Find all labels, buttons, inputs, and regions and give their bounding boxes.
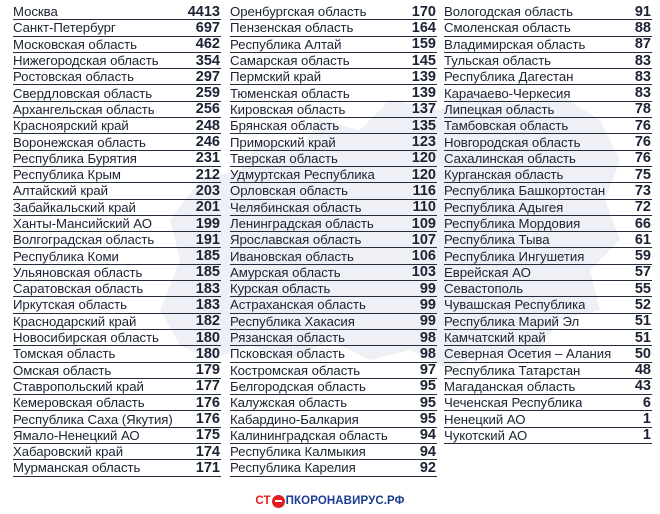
region-count: 95: [419, 378, 436, 395]
region-row: [230, 265, 437, 281]
region-count: 297: [195, 68, 220, 85]
region-count: 109: [411, 215, 436, 232]
region-row: [230, 444, 437, 460]
region-name: Астраханская область: [230, 297, 366, 313]
region-row: [230, 53, 437, 69]
region-row: [13, 314, 221, 330]
region-row: [444, 379, 652, 395]
region-name: Ростовская область: [13, 69, 134, 85]
region-name: Ненецкий АО: [444, 411, 526, 427]
region-name: Краснодарский край: [13, 313, 137, 329]
region-row: [444, 118, 652, 134]
region-row: [13, 200, 221, 216]
region-count: 116: [412, 182, 436, 199]
region-row: [230, 232, 437, 248]
region-count: 51: [634, 313, 651, 330]
region-count: 164: [411, 19, 436, 36]
column-2: [230, 4, 437, 477]
region-row: [13, 216, 221, 232]
region-count: 6: [642, 394, 651, 411]
region-row: [13, 248, 221, 264]
region-row: [230, 37, 437, 53]
region-count: 246: [195, 134, 220, 151]
column-3: [444, 4, 652, 444]
region-count: 55: [634, 280, 651, 297]
region-name: Тюменская область: [230, 85, 350, 101]
region-row: [444, 281, 652, 297]
region-row: [230, 314, 437, 330]
region-count: 248: [195, 117, 220, 134]
region-count: 92: [419, 459, 436, 476]
region-count: 83: [634, 85, 651, 102]
region-row: [230, 379, 437, 395]
region-name: Республика Адыгея: [444, 199, 564, 215]
region-name: Приморский край: [230, 134, 336, 150]
region-name: Ярославская область: [230, 232, 362, 248]
region-count: 48: [634, 362, 651, 379]
region-row: [13, 85, 221, 101]
region-name: Санкт-Петербург: [13, 20, 116, 36]
region-count: 120: [411, 166, 436, 183]
region-name: Брянская область: [230, 118, 340, 134]
region-name: Республика Коми: [13, 248, 119, 264]
region-name: Республика Татарстан: [444, 362, 581, 378]
region-name: Тульская область: [444, 53, 552, 69]
region-name: Забайкальский край: [13, 199, 136, 215]
region-count: 91: [634, 3, 651, 20]
region-name: Липецкая область: [444, 101, 555, 117]
region-count: 76: [634, 134, 651, 151]
region-count: 50: [634, 345, 651, 362]
region-name: Новосибирская область: [13, 330, 159, 346]
region-row: [230, 4, 437, 20]
region-name: Ханты-Мансийский АО: [13, 216, 152, 231]
region-name: Москва: [13, 4, 58, 20]
region-count: 697: [195, 19, 220, 36]
region-count: 88: [634, 19, 651, 36]
region-row: [444, 363, 652, 379]
region-count: 145: [411, 52, 436, 69]
region-count: 107: [411, 231, 436, 248]
region-row: [230, 248, 437, 264]
region-name: Удмуртская Республика: [230, 167, 375, 183]
region-row: [444, 265, 652, 281]
region-count: 106: [411, 248, 436, 265]
region-name: Республика Мордовия: [444, 216, 581, 231]
region-row: [13, 118, 221, 134]
region-name: Ямало-Ненецкий АО: [13, 427, 140, 443]
region-count: 76: [634, 150, 651, 167]
region-count: 256: [195, 101, 220, 118]
region-row: [444, 232, 652, 248]
region-name: Свердловская область: [13, 85, 153, 101]
region-row: [230, 118, 437, 134]
region-name: Рязанская область: [230, 330, 345, 346]
region-count: 180: [195, 329, 220, 346]
region-count: 61: [634, 231, 651, 248]
region-count: 66: [634, 215, 651, 232]
region-name: Республика Алтай: [230, 36, 342, 52]
region-count: 176: [195, 411, 220, 428]
region-count: 4413: [187, 3, 220, 20]
region-name: Пермский край: [230, 69, 322, 85]
region-row: [444, 151, 652, 167]
region-count: 212: [195, 166, 220, 183]
stop-sign-icon: [272, 495, 285, 508]
region-row: [444, 69, 652, 85]
region-name: Чеченская Республика: [444, 395, 583, 411]
region-name: Республика Саха (Якутия): [13, 411, 173, 427]
region-row: [230, 69, 437, 85]
region-row: [13, 411, 221, 427]
region-count: 185: [195, 264, 220, 281]
region-row: [444, 20, 652, 36]
region-row: [444, 297, 652, 313]
region-row: [444, 200, 652, 216]
region-row: [230, 428, 437, 444]
region-name: Республика Тыва: [444, 232, 550, 248]
region-count: 231: [195, 150, 220, 167]
region-row: [230, 167, 437, 183]
region-count: 183: [195, 280, 220, 297]
region-name: Амурская область: [230, 264, 341, 280]
region-count: 98: [419, 345, 436, 362]
region-row: [230, 102, 437, 118]
region-row: [230, 411, 437, 427]
region-row: [230, 151, 437, 167]
region-name: Ставропольский край: [13, 378, 144, 394]
region-row: [444, 183, 652, 199]
region-count: 199: [195, 215, 220, 232]
region-count: 59: [634, 248, 651, 265]
region-count: 83: [634, 52, 651, 69]
logo-text-part1: СТ: [255, 495, 271, 507]
region-row: [230, 297, 437, 313]
region-row: [444, 248, 652, 264]
region-row: [13, 363, 221, 379]
region-row: [13, 460, 221, 476]
region-name: Омская область: [13, 362, 112, 378]
region-name: Воронежская область: [13, 134, 146, 150]
region-name: Хабаровский край: [13, 444, 124, 460]
region-count: 43: [634, 378, 651, 395]
region-row: [13, 346, 221, 362]
region-name: Архангельская область: [13, 101, 155, 117]
region-count: 94: [419, 443, 436, 460]
region-name: Курская область: [230, 281, 331, 297]
region-count: 97: [419, 362, 436, 379]
region-row: [13, 151, 221, 167]
region-row: [444, 395, 652, 411]
region-count: 176: [195, 394, 220, 411]
region-name: Северная Осетия – Алания: [444, 346, 612, 362]
region-name: Владимирская область: [444, 36, 586, 52]
region-count: 191: [195, 231, 220, 248]
region-count: 180: [195, 345, 220, 362]
region-count: 73: [634, 182, 651, 199]
region-name: Еврейская АО: [444, 264, 531, 280]
region-row: [230, 395, 437, 411]
region-name: Московская область: [13, 36, 137, 52]
region-name: Ульяновская область: [13, 264, 143, 280]
region-row: [444, 4, 652, 20]
region-count: 99: [419, 280, 436, 297]
region-name: Магаданская область: [444, 378, 576, 394]
region-count: 139: [411, 68, 436, 85]
region-name: Нижегородская область: [13, 53, 159, 69]
region-count: 139: [411, 85, 436, 102]
region-count: 52: [634, 297, 651, 313]
region-count: 354: [195, 52, 220, 69]
region-name: Севастополь: [444, 281, 524, 297]
region-name: Орловская область: [230, 183, 348, 199]
region-row: [230, 460, 437, 476]
region-count: 183: [195, 297, 220, 313]
region-row: [13, 167, 221, 183]
region-name: Кабардино-Балкария: [230, 411, 359, 427]
region-name: Курганская область: [444, 167, 564, 183]
region-count: 110: [412, 199, 436, 216]
region-name: Камчатский край: [444, 330, 546, 346]
region-count: 72: [634, 199, 651, 216]
region-name: Республика Хакасия: [230, 313, 355, 329]
region-row: [444, 134, 652, 150]
region-count: 87: [634, 36, 651, 53]
region-name: Ленинградская область: [230, 216, 374, 231]
region-name: Псковская область: [230, 346, 345, 362]
region-name: Республика Дагестан: [444, 69, 574, 85]
region-row: [13, 37, 221, 53]
region-row: [13, 281, 221, 297]
region-row: [13, 444, 221, 460]
region-count: 135: [411, 117, 436, 134]
region-name: Смоленская область: [444, 20, 571, 36]
region-count: 159: [411, 36, 436, 53]
region-row: [13, 4, 221, 20]
stopkoronavirus-logo[interactable]: [255, 495, 404, 508]
region-count: 203: [195, 182, 220, 199]
region-count: 170: [411, 3, 436, 20]
region-row: [13, 134, 221, 150]
region-name: Мурманская область: [13, 460, 141, 476]
region-row: [444, 411, 652, 427]
region-name: Республика Крым: [13, 167, 121, 183]
region-count: 137: [411, 101, 436, 118]
region-row: [13, 102, 221, 118]
region-count: 171: [195, 459, 220, 476]
region-row: [444, 85, 652, 101]
region-name: Республика Башкортостан: [444, 183, 606, 199]
region-count: 76: [634, 117, 651, 134]
footer: [0, 488, 660, 514]
region-name: Карачаево-Черкесия: [444, 85, 571, 101]
region-name: Чукотский АО: [444, 427, 528, 443]
region-name: Тамбовская область: [444, 118, 569, 134]
region-count: 123: [411, 134, 436, 151]
region-count: 99: [419, 313, 436, 330]
region-count: 99: [419, 297, 436, 313]
region-count: 1: [642, 427, 651, 444]
region-name: Алтайский край: [13, 183, 108, 199]
region-name: Кемеровская область: [13, 395, 145, 411]
region-row: [444, 346, 652, 362]
region-row: [444, 314, 652, 330]
region-count: 83: [634, 68, 651, 85]
region-name: Красноярский край: [13, 118, 129, 134]
region-count: 185: [195, 248, 220, 265]
region-count: 462: [195, 36, 220, 53]
region-row: [13, 20, 221, 36]
region-row: [444, 216, 652, 232]
region-row: [13, 428, 221, 444]
region-name: Томская область: [13, 346, 116, 362]
region-name: Ивановская область: [230, 248, 354, 264]
region-row: [13, 297, 221, 313]
region-row: [230, 85, 437, 101]
region-count: 259: [195, 85, 220, 102]
region-row: [13, 232, 221, 248]
region-count: 78: [634, 101, 651, 118]
region-row: [444, 102, 652, 118]
region-name: Республика Калмыкия: [230, 444, 366, 460]
region-row: [230, 281, 437, 297]
region-count: 51: [634, 329, 651, 346]
region-count: 179: [195, 362, 220, 379]
region-row: [444, 53, 652, 69]
region-name: Белгородская область: [230, 378, 366, 394]
region-row: [230, 363, 437, 379]
region-row: [230, 183, 437, 199]
region-row: [444, 167, 652, 183]
region-count: 95: [419, 411, 436, 428]
region-name: Костромская область: [230, 362, 361, 378]
region-name: Саратовская область: [13, 281, 144, 297]
region-name: Республика Бурятия: [13, 150, 137, 166]
region-name: Волгоградская область: [13, 232, 155, 248]
region-name: Иркутская область: [13, 297, 127, 313]
region-count: 95: [419, 394, 436, 411]
region-row: [13, 265, 221, 281]
region-count: 1: [642, 411, 651, 428]
region-name: Челябинская область: [230, 199, 362, 215]
region-count: 175: [195, 427, 220, 444]
region-name: Чувашская Республика: [444, 297, 586, 313]
region-count: 75: [634, 166, 651, 183]
region-name: Республика Марий Эл: [444, 313, 580, 329]
region-name: Калининградская область: [230, 427, 388, 443]
region-name: Республика Карелия: [230, 460, 356, 476]
region-count: 57: [634, 264, 651, 281]
column-1: [13, 4, 221, 477]
region-row: [13, 395, 221, 411]
region-row: [230, 134, 437, 150]
region-row: [13, 330, 221, 346]
region-name: Вологодская область: [444, 4, 573, 20]
region-count: 177: [195, 378, 220, 395]
region-row: [230, 20, 437, 36]
region-name: Тверская область: [230, 150, 338, 166]
region-count: 120: [411, 150, 436, 167]
region-count: 98: [419, 329, 436, 346]
region-row: [230, 200, 437, 216]
region-count: 94: [419, 427, 436, 444]
region-count: 201: [195, 199, 220, 216]
region-name: Новгородская область: [444, 134, 581, 150]
region-count: 182: [195, 313, 220, 330]
region-row: [13, 379, 221, 395]
region-name: Сахалинская область: [444, 150, 576, 166]
region-row: [444, 330, 652, 346]
region-name: Самарская область: [230, 53, 350, 69]
region-name: Калужская область: [230, 395, 348, 411]
logo-text-part2: ПКОРОНАВИРУС.РФ: [285, 495, 405, 507]
region-row: [444, 37, 652, 53]
region-name: Кировская область: [230, 101, 346, 117]
region-name: Пензенская область: [230, 20, 354, 36]
region-count: 174: [195, 443, 220, 460]
region-row: [230, 346, 437, 362]
region-row: [13, 69, 221, 85]
region-name: Республика Ингушетия: [444, 248, 585, 264]
region-row: [444, 428, 652, 444]
region-row: [230, 216, 437, 232]
region-name: Оренбургская область: [230, 4, 367, 20]
region-row: [13, 183, 221, 199]
region-count: 103: [411, 264, 436, 281]
region-row: [230, 330, 437, 346]
region-row: [13, 53, 221, 69]
